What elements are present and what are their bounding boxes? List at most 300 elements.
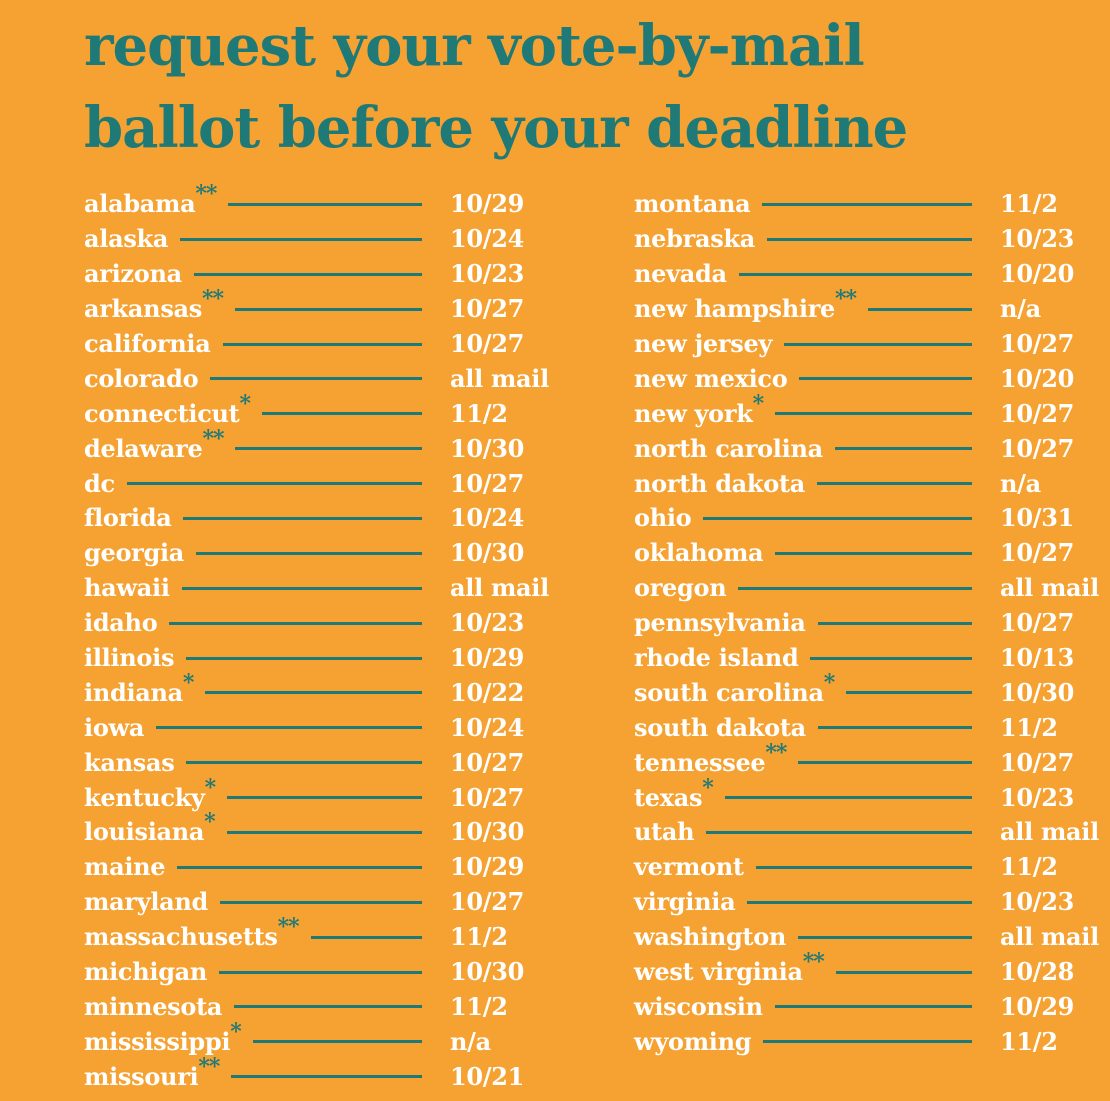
leader-line [227,796,422,799]
state-name: minnesota [84,991,223,1021]
deadline-row [634,1024,1110,1059]
deadline-row [84,850,560,885]
deadline-row [84,536,560,571]
leader-line [836,971,972,974]
state-with-leader [84,286,450,324]
deadline-date: 10/23 [450,259,525,289]
state-name: virginia [634,887,736,917]
deadline-row [84,390,560,431]
leader-line [220,901,422,904]
deadline-cell [1000,817,1110,847]
state-name: hawaii [84,573,170,603]
deadline-row [84,885,560,920]
deadline-row [634,286,1110,327]
deadline-cell [450,852,560,882]
leader-line [775,1005,972,1008]
left-deadline-list [84,181,560,1094]
deadline-date: all mail [450,363,549,393]
state-name: georgia [84,538,185,568]
leader-line [799,377,972,380]
deadline-date: 10/29 [1000,991,1075,1021]
deadline-row [634,222,1110,257]
deadline-cell [1000,294,1110,324]
asterisk-mark: ** [198,1053,220,1080]
deadline-row [84,501,560,536]
leader-line [177,866,422,869]
state-name: dc [84,468,115,498]
leader-line [169,622,422,625]
deadline-date: all mail [1000,573,1099,603]
asterisk-mark: * [230,1018,241,1045]
deadline-cell [450,398,560,428]
state-name: texas [634,782,703,812]
asterisk-mark: ** [202,425,224,452]
deadline-cell [1000,503,1110,533]
deadline-cell [450,538,560,568]
deadline-date: 10/23 [450,608,525,638]
state-name: ohio [634,503,692,533]
deadline-row [84,955,560,990]
deadline-date: all mail [1000,817,1099,847]
deadline-date: 11/2 [1000,712,1058,742]
leader-line [231,1075,422,1078]
leader-line [186,761,422,764]
state-name: nebraska [634,224,755,254]
deadline-cell [450,1061,560,1091]
state-name: connecticut [84,398,240,428]
leader-line [235,308,422,311]
state-with-leader [634,774,1000,812]
deadline-cell [450,677,560,707]
asterisk-mark: * [752,390,764,417]
state-name: mississippi [84,1026,231,1056]
state-with-leader [84,887,450,917]
state-name: maryland [84,887,209,917]
page-title [84,6,1064,170]
state-name: nevada [634,259,727,289]
state-name: indiana [84,677,183,707]
state-name: north dakota [634,468,805,498]
deadline-cell [1000,468,1110,498]
deadline-row [84,181,560,222]
deadline-row [634,641,1110,676]
state-name: delaware [84,433,203,463]
deadline-cell [450,189,560,219]
leader-line [798,936,972,939]
deadline-cell [1000,259,1110,289]
deadline-date: all mail [1000,922,1099,952]
asterisk-mark: * [204,774,216,801]
state-with-leader [84,957,450,987]
deadline-cell [450,887,560,917]
leader-line [186,657,422,660]
deadline-cell [1000,433,1110,463]
deadline-cell [450,259,560,289]
state-with-leader [634,503,1000,533]
state-name: west virginia [634,957,803,987]
state-name: maine [84,852,166,882]
state-name: vermont [634,852,744,882]
deadline-row [84,222,560,257]
state-name: florida [84,503,172,533]
deadline-date: 10/30 [450,538,525,568]
deadline-date: n/a [450,1026,491,1056]
state-with-leader [634,433,1000,463]
leader-line [180,238,422,241]
state-name: louisiana [84,817,205,847]
state-with-leader [634,852,1000,882]
deadline-date: 10/20 [1000,259,1075,289]
state-with-leader [84,852,450,882]
state-name: michigan [84,957,208,987]
leader-line [703,517,972,520]
deadline-row [634,774,1110,815]
asterisk-mark: ** [195,181,217,208]
deadline-date: n/a [1000,468,1041,498]
state-with-leader [634,363,1000,393]
deadline-row [84,989,560,1024]
state-with-leader [634,887,1000,917]
deadline-cell [450,957,560,987]
deadline-date: 10/30 [450,433,525,463]
state-name: arizona [84,259,182,289]
deadline-cell [450,782,560,812]
state-name: new mexico [634,363,788,393]
deadline-row [634,501,1110,536]
state-with-leader [84,538,450,568]
deadline-row [634,431,1110,466]
deadline-cell [450,991,560,1021]
deadline-row [634,571,1110,606]
deadline-cell [1000,224,1110,254]
asterisk-mark: * [182,669,194,696]
leader-line [156,726,422,729]
deadline-date: 10/29 [450,852,525,882]
deadline-row [84,914,560,955]
deadline-cell [1000,329,1110,358]
state-with-leader [634,538,1000,568]
state-with-leader [84,503,450,533]
leader-line [798,761,972,764]
state-with-leader [84,747,450,777]
state-name: alabama [84,189,196,219]
state-with-leader [634,286,1000,324]
deadline-date: 11/2 [1000,1026,1058,1056]
deadline-cell [1000,782,1110,812]
state-with-leader [84,914,450,952]
state-with-leader [84,809,450,847]
leader-line [762,203,972,206]
state-name: tennessee [634,747,766,777]
deadline-date: 10/27 [1000,747,1075,777]
deadline-date: 10/29 [450,189,525,219]
state-with-leader [634,817,1000,847]
state-name: utah [634,817,695,847]
deadline-date: 10/27 [450,887,525,917]
deadline-date: 10/22 [450,677,525,707]
deadline-cell [450,817,560,847]
leader-line [219,971,422,974]
deadline-cell [450,747,560,777]
state-name: oregon [634,573,727,603]
deadline-row [634,885,1110,920]
deadline-row [634,949,1110,990]
deadline-row [84,710,560,745]
state-with-leader [84,774,450,812]
deadline-date: 10/27 [450,782,525,812]
state-name: kansas [84,747,175,777]
deadline-cell [450,643,560,673]
state-with-leader [634,468,1000,498]
leader-line [311,936,422,939]
deadline-row [634,187,1110,222]
leader-line [127,482,422,485]
deadline-date: 11/2 [1000,852,1058,882]
leader-line [196,552,422,555]
leader-line [194,273,422,276]
state-name: south dakota [634,712,806,742]
deadline-cell [450,363,560,393]
state-with-leader [634,712,1000,742]
deadline-date: 10/28 [1000,957,1075,987]
deadline-row [84,257,560,292]
deadline-row [634,606,1110,641]
deadline-cell [450,294,560,324]
deadline-row [84,745,560,780]
leader-line [775,412,972,415]
deadline-date: 10/27 [1000,433,1075,463]
deadline-row [84,571,560,606]
state-with-leader [634,643,1000,673]
state-with-leader [84,468,450,498]
deadline-date: 10/23 [1000,887,1075,917]
deadline-date: 10/20 [1000,363,1075,393]
deadline-cell [450,224,560,254]
deadline-date: 10/27 [450,468,525,498]
deadline-row [634,669,1110,710]
leader-line [227,831,422,834]
state-with-leader [84,224,450,254]
state-name: new york [634,398,753,428]
deadline-cell [1000,643,1110,673]
deadline-row [634,710,1110,745]
state-name: kentucky [84,782,205,812]
deadline-date: 10/27 [450,747,525,777]
deadline-date: 10/13 [1000,643,1075,673]
state-with-leader [634,669,1000,707]
state-name: pennsylvania [634,608,806,638]
deadline-date: n/a [1000,294,1041,324]
deadline-row [84,1018,560,1059]
deadline-date: 10/27 [1000,608,1075,638]
state-with-leader [84,259,450,289]
deadline-cell [450,712,560,742]
deadline-date: 10/27 [1000,538,1075,568]
leader-line [253,1040,422,1043]
deadline-cell [1000,852,1110,882]
deadline-date: 10/27 [450,294,525,324]
leader-line [817,482,972,485]
state-with-leader [84,329,450,358]
state-name: alaska [84,224,169,254]
state-name: montana [634,189,751,219]
deadline-date: 11/2 [450,398,508,428]
leader-line [228,203,422,206]
state-with-leader [634,922,1000,952]
deadline-cell [450,503,560,533]
deadline-date: 11/2 [450,991,508,1021]
leader-line [205,691,422,694]
deadline-date: 11/2 [1000,189,1058,219]
deadline-date: 11/2 [450,922,508,952]
state-with-leader [84,643,450,673]
leader-line [747,901,972,904]
deadline-date: 10/23 [1000,782,1075,812]
deadline-cell [1000,538,1110,568]
deadline-cell [1000,398,1110,428]
leader-line [262,412,422,415]
deadline-cell [450,1026,560,1056]
state-name: wyoming [634,1026,752,1056]
leader-line [725,796,972,799]
state-with-leader [84,991,450,1021]
deadline-row [634,390,1110,431]
state-name: new jersey [634,329,773,358]
deadline-date: 10/30 [1000,677,1075,707]
state-with-leader [84,1018,450,1056]
state-with-leader [84,712,450,742]
asterisk-mark: * [204,809,215,836]
leader-line [763,1040,972,1043]
deadline-row [84,774,560,815]
deadline-row [84,466,560,501]
deadline-cell [450,922,560,952]
asterisk-mark: * [823,669,835,696]
deadline-row [634,920,1110,955]
state-with-leader [634,259,1000,289]
deadline-row [634,327,1110,362]
deadline-cell [1000,712,1110,742]
state-name: washington [634,922,787,952]
deadline-row [634,466,1110,501]
deadline-row [634,361,1110,396]
state-name: arkansas [84,294,202,324]
leader-line [784,343,972,346]
deadline-cell [1000,189,1110,219]
leader-line [183,517,422,520]
deadline-date: 10/24 [450,224,525,254]
deadline-row [634,257,1110,292]
deadline-date: 10/30 [450,817,525,847]
leader-line [756,866,972,869]
deadline-row [84,425,560,466]
leader-line [739,273,972,276]
state-with-leader [634,991,1000,1021]
deadline-cell [1000,887,1110,917]
right-deadline-list [634,187,1110,1059]
state-name: massachusetts [84,922,278,952]
state-with-leader [634,390,1000,428]
deadline-date: 10/24 [450,712,525,742]
deadline-cell [1000,573,1110,603]
leader-line [182,587,422,590]
deadline-row [84,641,560,676]
deadline-row [84,327,560,362]
leader-line [706,831,972,834]
state-name: oklahoma [634,538,764,568]
state-with-leader [634,189,1000,219]
deadline-row [84,1053,560,1094]
asterisk-mark: ** [202,286,224,313]
state-with-leader [84,1053,450,1091]
deadline-row [84,809,560,850]
deadline-date: all mail [450,573,549,603]
asterisk-mark: ** [765,739,787,766]
state-with-leader [634,608,1000,638]
deadline-row [84,361,560,396]
deadline-row [634,536,1110,571]
asterisk-mark: ** [277,914,299,941]
state-with-leader [634,329,1000,358]
state-name: california [84,329,211,358]
deadline-date: 10/31 [1000,503,1075,533]
leader-line [210,377,422,380]
deadline-cell [1000,608,1110,638]
deadline-cell [450,573,560,603]
state-name: missouri [84,1061,199,1091]
title-line-1: request your vote-by-mail [84,13,864,79]
state-name: wisconsin [634,991,763,1021]
deadline-cell [450,468,560,498]
state-with-leader [634,949,1000,987]
deadline-date: 10/21 [450,1061,525,1091]
title-line-2: ballot before your deadline [84,94,908,161]
deadline-row [634,815,1110,850]
deadline-row [84,286,560,327]
leader-line [775,552,972,555]
deadline-cell [450,329,560,358]
state-with-leader [634,1026,1000,1056]
state-name: illinois [84,643,175,673]
leader-line [818,726,972,729]
deadline-cell [1000,747,1110,777]
deadline-date: 10/27 [450,329,525,358]
leader-line [810,657,972,660]
leader-line [835,447,972,450]
state-name: north carolina [634,433,823,463]
deadline-date: 10/27 [1000,398,1075,428]
leader-line [846,691,972,694]
state-name: idaho [84,608,158,638]
leader-line [223,343,423,346]
leader-line [235,447,422,450]
deadline-date: 10/23 [1000,224,1075,254]
state-with-leader [84,363,450,393]
deadline-cell [450,608,560,638]
leader-line [818,622,972,625]
asterisk-mark: * [702,774,713,801]
deadline-cell [1000,957,1110,987]
state-with-leader [84,669,450,707]
deadline-date: 10/24 [450,503,525,533]
state-with-leader [634,739,1000,777]
deadline-date: 10/29 [450,643,525,673]
deadline-date: 10/27 [1000,329,1075,358]
deadline-cell [450,433,560,463]
deadline-cell [1000,922,1110,952]
state-with-leader [84,181,450,219]
asterisk-mark: ** [835,286,857,313]
